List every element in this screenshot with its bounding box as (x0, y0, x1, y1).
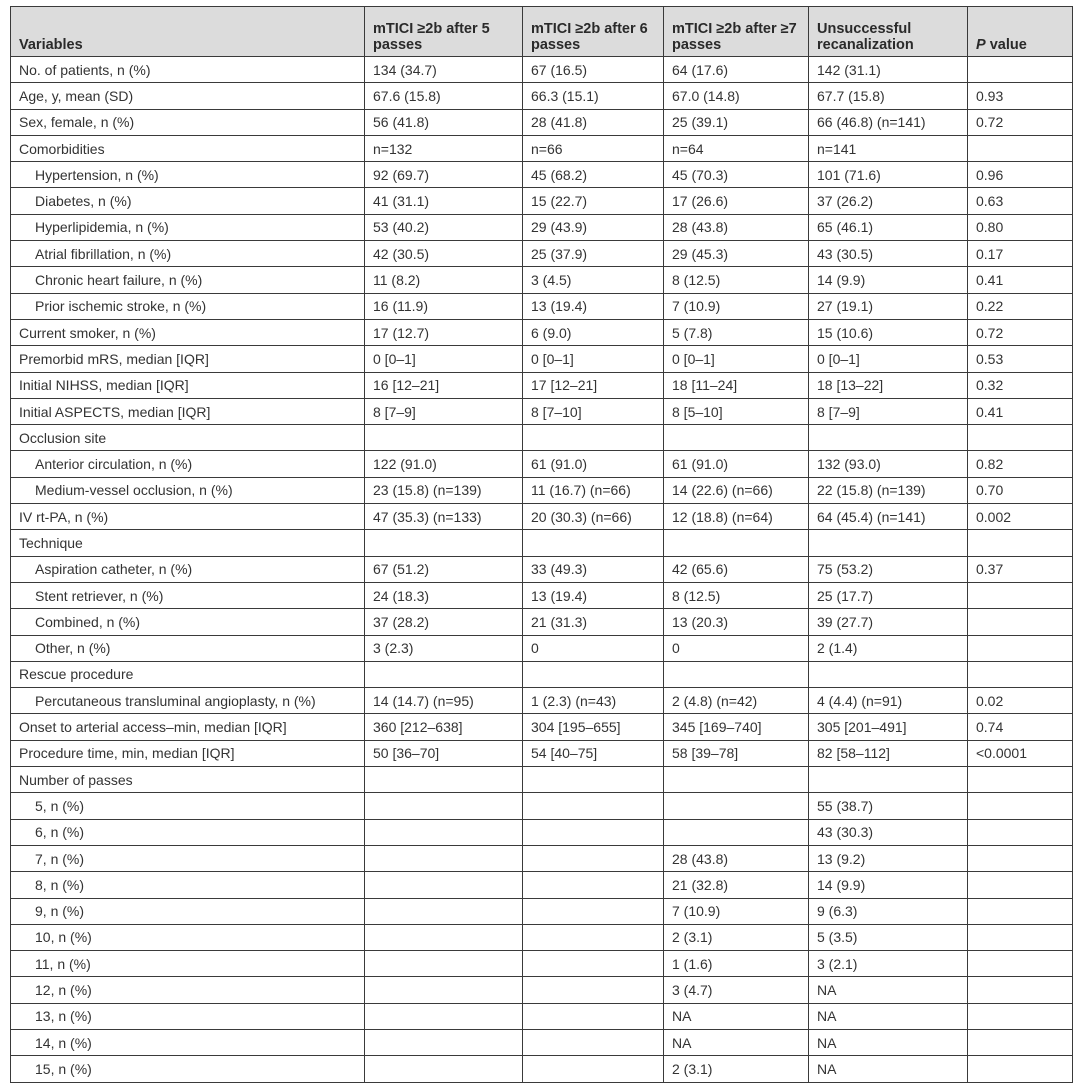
cell-6-passes: 61 (91.0) (523, 451, 664, 477)
row-label: 6, n (%) (11, 819, 365, 845)
header-p-italic: P (976, 37, 986, 53)
cell-5-passes: 92 (69.7) (365, 162, 523, 188)
cell-p-value: 0.82 (968, 451, 1073, 477)
row-label: Other, n (%) (11, 635, 365, 661)
cell-7-plus-passes: 5 (7.8) (664, 319, 809, 345)
row-label: Medium-vessel occlusion, n (%) (11, 477, 365, 503)
table-row (11, 635, 1073, 661)
row-label: Prior ischemic stroke, n (%) (11, 293, 365, 319)
cell-5-passes: 0 [0–1] (365, 346, 523, 372)
table-row (11, 530, 1073, 556)
cell-6-passes: 67 (16.5) (523, 57, 664, 83)
cell-6-passes: 304 [195–655] (523, 714, 664, 740)
cell-p-value (968, 898, 1073, 924)
cell-unsuccessful: n=141 (809, 135, 968, 161)
cell-5-passes: 11 (8.2) (365, 267, 523, 293)
table-row (11, 372, 1073, 398)
table-row (11, 319, 1073, 345)
cell-p-value (968, 951, 1073, 977)
cell-unsuccessful: 305 [201–491] (809, 714, 968, 740)
cell-p-value: 0.17 (968, 241, 1073, 267)
cell-6-passes: 8 [7–10] (523, 398, 664, 424)
cell-p-value (968, 977, 1073, 1003)
table-row (11, 767, 1073, 793)
row-label: Anterior circulation, n (%) (11, 451, 365, 477)
cell-5-passes: 3 (2.3) (365, 635, 523, 661)
cell-p-value: 0.41 (968, 398, 1073, 424)
cell-unsuccessful: 5 (3.5) (809, 924, 968, 950)
cell-unsuccessful: 27 (19.1) (809, 293, 968, 319)
cell-p-value: 0.63 (968, 188, 1073, 214)
row-label: Stent retriever, n (%) (11, 582, 365, 608)
cell-7-plus-passes: 1 (1.6) (664, 951, 809, 977)
cell-6-passes (523, 819, 664, 845)
table-row (11, 477, 1073, 503)
cell-7-plus-passes: 0 (664, 635, 809, 661)
cell-p-value: 0.70 (968, 477, 1073, 503)
cell-5-passes (365, 767, 523, 793)
cell-6-passes: 54 [40–75] (523, 740, 664, 766)
cell-unsuccessful: 65 (46.1) (809, 214, 968, 240)
table-row (11, 162, 1073, 188)
table-row (11, 898, 1073, 924)
cell-7-plus-passes: NA (664, 1029, 809, 1055)
cell-p-value (968, 767, 1073, 793)
row-label: Atrial fibrillation, n (%) (11, 241, 365, 267)
cell-7-plus-passes: 61 (91.0) (664, 451, 809, 477)
cell-5-passes (365, 1029, 523, 1055)
cell-unsuccessful: 14 (9.9) (809, 872, 968, 898)
cell-5-passes (365, 425, 523, 451)
table-row (11, 1056, 1073, 1082)
cell-7-plus-passes: 58 [39–78] (664, 740, 809, 766)
table-row (11, 924, 1073, 950)
cell-7-plus-passes: 18 [11–24] (664, 372, 809, 398)
cell-p-value (968, 872, 1073, 898)
cell-6-passes (523, 1003, 664, 1029)
cell-6-passes: 13 (19.4) (523, 582, 664, 608)
cell-5-passes: 67 (51.2) (365, 556, 523, 582)
cell-7-plus-passes (664, 425, 809, 451)
cell-5-passes (365, 819, 523, 845)
row-label: 11, n (%) (11, 951, 365, 977)
row-label: Chronic heart failure, n (%) (11, 267, 365, 293)
cell-7-plus-passes: 8 (12.5) (664, 267, 809, 293)
table-row (11, 714, 1073, 740)
row-label: Procedure time, min, median [IQR] (11, 740, 365, 766)
cell-p-value: 0.02 (968, 688, 1073, 714)
row-label: 12, n (%) (11, 977, 365, 1003)
cell-p-value (968, 819, 1073, 845)
cell-unsuccessful: 132 (93.0) (809, 451, 968, 477)
cell-p-value: <0.0001 (968, 740, 1073, 766)
table-row (11, 425, 1073, 451)
cell-p-value: 0.74 (968, 714, 1073, 740)
row-label: 5, n (%) (11, 793, 365, 819)
cell-6-passes (523, 951, 664, 977)
cell-6-passes (523, 530, 664, 556)
cell-7-plus-passes: 0 [0–1] (664, 346, 809, 372)
cell-5-passes: 42 (30.5) (365, 241, 523, 267)
table-row (11, 398, 1073, 424)
cell-6-passes: 0 (523, 635, 664, 661)
row-label: Occlusion site (11, 425, 365, 451)
table-row (11, 661, 1073, 687)
cell-7-plus-passes: 14 (22.6) (n=66) (664, 477, 809, 503)
cell-p-value (968, 609, 1073, 635)
table-header (11, 7, 1073, 57)
table-row (11, 293, 1073, 319)
cell-p-value (968, 57, 1073, 83)
cell-unsuccessful: 9 (6.3) (809, 898, 968, 924)
cell-p-value (968, 793, 1073, 819)
cell-6-passes: 66.3 (15.1) (523, 83, 664, 109)
row-label: 7, n (%) (11, 845, 365, 871)
table-row (11, 83, 1073, 109)
cell-p-value: 0.72 (968, 109, 1073, 135)
table-row (11, 267, 1073, 293)
cell-7-plus-passes: 7 (10.9) (664, 293, 809, 319)
cell-5-passes (365, 1056, 523, 1082)
cell-7-plus-passes: 45 (70.3) (664, 162, 809, 188)
cell-7-plus-passes: 8 (12.5) (664, 582, 809, 608)
row-label: Onset to arterial access–min, median [IQR] (11, 714, 365, 740)
cell-7-plus-passes: 345 [169–740] (664, 714, 809, 740)
cell-p-value (968, 661, 1073, 687)
cell-7-plus-passes: 3 (4.7) (664, 977, 809, 1003)
cell-7-plus-passes: 21 (32.8) (664, 872, 809, 898)
cell-unsuccessful: 39 (27.7) (809, 609, 968, 635)
header-5-passes: mTICI ≥2b after 5 passes (365, 7, 523, 57)
cell-7-plus-passes (664, 793, 809, 819)
cell-p-value (968, 530, 1073, 556)
row-label: Rescue procedure (11, 661, 365, 687)
cell-unsuccessful: 4 (4.4) (n=91) (809, 688, 968, 714)
cell-unsuccessful (809, 661, 968, 687)
row-label: Combined, n (%) (11, 609, 365, 635)
header-p-rest: value (985, 37, 1027, 53)
table-row (11, 556, 1073, 582)
cell-6-passes: 15 (22.7) (523, 188, 664, 214)
cell-unsuccessful: 22 (15.8) (n=139) (809, 477, 968, 503)
cell-7-plus-passes: 2 (4.8) (n=42) (664, 688, 809, 714)
cell-7-plus-passes (664, 819, 809, 845)
cell-5-passes (365, 951, 523, 977)
table-row (11, 1029, 1073, 1055)
cell-unsuccessful: 2 (1.4) (809, 635, 968, 661)
cell-6-passes (523, 924, 664, 950)
table-row (11, 504, 1073, 530)
cell-7-plus-passes (664, 767, 809, 793)
cell-unsuccessful: 82 [58–112] (809, 740, 968, 766)
table-row (11, 740, 1073, 766)
header-unsuccessful: Unsuccessful recanalization (809, 7, 968, 57)
cell-p-value: 0.80 (968, 214, 1073, 240)
cell-7-plus-passes: 12 (18.8) (n=64) (664, 504, 809, 530)
cell-6-passes: 45 (68.2) (523, 162, 664, 188)
cell-6-passes: 0 [0–1] (523, 346, 664, 372)
cell-unsuccessful: 43 (30.5) (809, 241, 968, 267)
cell-p-value: 0.41 (968, 267, 1073, 293)
row-label: Diabetes, n (%) (11, 188, 365, 214)
row-label: No. of patients, n (%) (11, 57, 365, 83)
header-6-passes: mTICI ≥2b after 6 passes (523, 7, 664, 57)
cell-p-value: 0.22 (968, 293, 1073, 319)
table-row (11, 872, 1073, 898)
cell-5-passes (365, 924, 523, 950)
cell-6-passes (523, 1056, 664, 1082)
cell-7-plus-passes: 67.0 (14.8) (664, 83, 809, 109)
cell-p-value (968, 1029, 1073, 1055)
cell-5-passes (365, 1003, 523, 1029)
table-row (11, 609, 1073, 635)
cell-5-passes (365, 898, 523, 924)
cell-p-value (968, 135, 1073, 161)
table-row (11, 57, 1073, 83)
cell-6-passes (523, 872, 664, 898)
cell-5-passes (365, 845, 523, 871)
cell-7-plus-passes: 42 (65.6) (664, 556, 809, 582)
row-label: 14, n (%) (11, 1029, 365, 1055)
row-label: 10, n (%) (11, 924, 365, 950)
cell-unsuccessful: 15 (10.6) (809, 319, 968, 345)
table-row (11, 1003, 1073, 1029)
cell-7-plus-passes (664, 530, 809, 556)
cell-7-plus-passes: 64 (17.6) (664, 57, 809, 83)
cell-unsuccessful: 67.7 (15.8) (809, 83, 968, 109)
row-label: Hyperlipidemia, n (%) (11, 214, 365, 240)
cell-6-passes: 25 (37.9) (523, 241, 664, 267)
row-label: Premorbid mRS, median [IQR] (11, 346, 365, 372)
row-label: Comorbidities (11, 135, 365, 161)
row-label: Initial NIHSS, median [IQR] (11, 372, 365, 398)
cell-7-plus-passes: 28 (43.8) (664, 214, 809, 240)
table-row (11, 109, 1073, 135)
cell-unsuccessful: 13 (9.2) (809, 845, 968, 871)
table-row (11, 135, 1073, 161)
cell-p-value (968, 1056, 1073, 1082)
cell-5-passes (365, 661, 523, 687)
row-label: Current smoker, n (%) (11, 319, 365, 345)
cell-5-passes: 37 (28.2) (365, 609, 523, 635)
table-body (11, 57, 1073, 1083)
cell-7-plus-passes: 17 (26.6) (664, 188, 809, 214)
table-row (11, 793, 1073, 819)
cell-unsuccessful: 0 [0–1] (809, 346, 968, 372)
cell-unsuccessful: 37 (26.2) (809, 188, 968, 214)
cell-7-plus-passes: 8 [5–10] (664, 398, 809, 424)
cell-5-passes: 16 (11.9) (365, 293, 523, 319)
cell-6-passes (523, 661, 664, 687)
cell-6-passes (523, 898, 664, 924)
cell-5-passes: 134 (34.7) (365, 57, 523, 83)
cell-unsuccessful: 101 (71.6) (809, 162, 968, 188)
cell-6-passes (523, 1029, 664, 1055)
cell-7-plus-passes: 7 (10.9) (664, 898, 809, 924)
cell-6-passes: n=66 (523, 135, 664, 161)
cell-5-passes: 41 (31.1) (365, 188, 523, 214)
table-row (11, 451, 1073, 477)
header-variables: Variables (11, 7, 365, 57)
table-row (11, 241, 1073, 267)
row-label: Initial ASPECTS, median [IQR] (11, 398, 365, 424)
cell-unsuccessful: NA (809, 1056, 968, 1082)
cell-5-passes: 8 [7–9] (365, 398, 523, 424)
cell-7-plus-passes: 13 (20.3) (664, 609, 809, 635)
cell-5-passes: 24 (18.3) (365, 582, 523, 608)
cell-unsuccessful: 64 (45.4) (n=141) (809, 504, 968, 530)
cell-5-passes (365, 530, 523, 556)
table-row (11, 582, 1073, 608)
cell-7-plus-passes: n=64 (664, 135, 809, 161)
row-label: Sex, female, n (%) (11, 109, 365, 135)
cell-unsuccessful: 14 (9.9) (809, 267, 968, 293)
cell-p-value (968, 425, 1073, 451)
row-label: IV rt-PA, n (%) (11, 504, 365, 530)
cell-p-value: 0.32 (968, 372, 1073, 398)
cell-p-value: 0.96 (968, 162, 1073, 188)
table-row (11, 214, 1073, 240)
cell-5-passes: 360 [212–638] (365, 714, 523, 740)
cell-7-plus-passes: 28 (43.8) (664, 845, 809, 871)
patient-characteristics-table (10, 6, 1073, 1083)
cell-5-passes: 23 (15.8) (n=139) (365, 477, 523, 503)
cell-p-value: 0.37 (968, 556, 1073, 582)
table-row (11, 845, 1073, 871)
cell-7-plus-passes: 2 (3.1) (664, 924, 809, 950)
table-row (11, 951, 1073, 977)
cell-6-passes: 11 (16.7) (n=66) (523, 477, 664, 503)
cell-p-value (968, 635, 1073, 661)
cell-5-passes: n=132 (365, 135, 523, 161)
cell-6-passes: 17 [12–21] (523, 372, 664, 398)
cell-unsuccessful: 75 (53.2) (809, 556, 968, 582)
cell-5-passes: 67.6 (15.8) (365, 83, 523, 109)
cell-unsuccessful: NA (809, 977, 968, 1003)
cell-7-plus-passes: 29 (45.3) (664, 241, 809, 267)
cell-5-passes: 14 (14.7) (n=95) (365, 688, 523, 714)
cell-6-passes: 3 (4.5) (523, 267, 664, 293)
cell-6-passes (523, 793, 664, 819)
row-label: Percutaneous transluminal angioplasty, n (%) (11, 688, 365, 714)
row-label: Aspiration catheter, n (%) (11, 556, 365, 582)
cell-unsuccessful (809, 425, 968, 451)
cell-unsuccessful: 18 [13–22] (809, 372, 968, 398)
cell-p-value: 0.53 (968, 346, 1073, 372)
row-label: 9, n (%) (11, 898, 365, 924)
cell-unsuccessful: 25 (17.7) (809, 582, 968, 608)
row-label: Number of passes (11, 767, 365, 793)
cell-6-passes: 13 (19.4) (523, 293, 664, 319)
cell-5-passes: 53 (40.2) (365, 214, 523, 240)
cell-unsuccessful: NA (809, 1029, 968, 1055)
cell-7-plus-passes: NA (664, 1003, 809, 1029)
cell-5-passes: 56 (41.8) (365, 109, 523, 135)
cell-6-passes: 33 (49.3) (523, 556, 664, 582)
cell-6-passes: 6 (9.0) (523, 319, 664, 345)
cell-p-value (968, 845, 1073, 871)
cell-p-value: 0.002 (968, 504, 1073, 530)
cell-p-value (968, 582, 1073, 608)
cell-p-value: 0.93 (968, 83, 1073, 109)
row-label: Age, y, mean (SD) (11, 83, 365, 109)
cell-5-passes: 50 [36–70] (365, 740, 523, 766)
header-p-value (968, 7, 1073, 57)
cell-5-passes (365, 977, 523, 1003)
cell-p-value (968, 924, 1073, 950)
cell-5-passes: 17 (12.7) (365, 319, 523, 345)
cell-6-passes (523, 977, 664, 1003)
table-row (11, 977, 1073, 1003)
cell-6-passes: 29 (43.9) (523, 214, 664, 240)
table-row (11, 819, 1073, 845)
cell-unsuccessful: 8 [7–9] (809, 398, 968, 424)
row-label: 8, n (%) (11, 872, 365, 898)
cell-unsuccessful (809, 530, 968, 556)
cell-5-passes: 16 [12–21] (365, 372, 523, 398)
cell-p-value: 0.72 (968, 319, 1073, 345)
cell-unsuccessful: 43 (30.3) (809, 819, 968, 845)
cell-p-value (968, 1003, 1073, 1029)
cell-6-passes (523, 425, 664, 451)
table-row (11, 346, 1073, 372)
row-label: 13, n (%) (11, 1003, 365, 1029)
row-label: 15, n (%) (11, 1056, 365, 1082)
table-row (11, 688, 1073, 714)
cell-7-plus-passes: 25 (39.1) (664, 109, 809, 135)
row-label: Hypertension, n (%) (11, 162, 365, 188)
row-label: Technique (11, 530, 365, 556)
cell-6-passes: 1 (2.3) (n=43) (523, 688, 664, 714)
cell-6-passes: 28 (41.8) (523, 109, 664, 135)
cell-5-passes (365, 872, 523, 898)
cell-unsuccessful: 3 (2.1) (809, 951, 968, 977)
cell-6-passes: 20 (30.3) (n=66) (523, 504, 664, 530)
cell-6-passes (523, 845, 664, 871)
cell-unsuccessful (809, 767, 968, 793)
header-7-plus-passes: mTICI ≥2b after ≥7 passes (664, 7, 809, 57)
cell-5-passes: 122 (91.0) (365, 451, 523, 477)
cell-5-passes (365, 793, 523, 819)
cell-unsuccessful: 66 (46.8) (n=141) (809, 109, 968, 135)
header-row (11, 7, 1073, 57)
cell-7-plus-passes (664, 661, 809, 687)
cell-5-passes: 47 (35.3) (n=133) (365, 504, 523, 530)
cell-unsuccessful: 55 (38.7) (809, 793, 968, 819)
cell-6-passes (523, 767, 664, 793)
cell-7-plus-passes: 2 (3.1) (664, 1056, 809, 1082)
cell-6-passes: 21 (31.3) (523, 609, 664, 635)
cell-unsuccessful: NA (809, 1003, 968, 1029)
table-row (11, 188, 1073, 214)
cell-unsuccessful: 142 (31.1) (809, 57, 968, 83)
